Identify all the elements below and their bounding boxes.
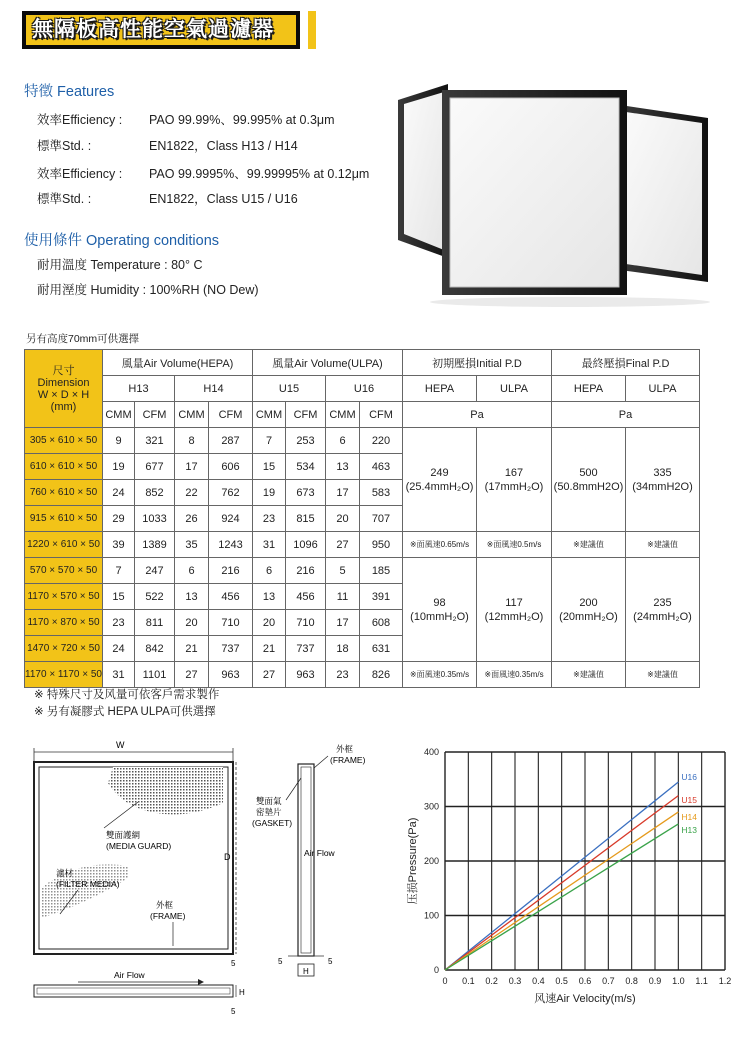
volume-cell: 5 [326, 558, 360, 584]
volume-cell: 216 [209, 558, 253, 584]
final-ulpa-pd-mmh2o: (24mmH₂O) [633, 610, 692, 623]
y-tick-label: 0 [433, 965, 439, 975]
class-u15: U15 [253, 376, 326, 402]
class-u16: U16 [326, 376, 403, 402]
spec-table [24, 349, 700, 688]
series-label-u15: U15 [681, 795, 697, 805]
x-tick-label: 0.3 [508, 976, 522, 986]
dimension-header-unit: (mm) [50, 400, 77, 413]
x-tick-label: 1.1 [695, 976, 708, 986]
feature-value: EN1822，Class U15 / U16 [149, 192, 298, 206]
feature-row [37, 110, 335, 128]
x-tick-label: 0.5 [555, 976, 568, 986]
dimension-header-wdh: W × D × H [37, 388, 90, 401]
feature-label: 效率Efficiency : [37, 113, 123, 127]
pd-note: ※面風速0.35m/s [477, 662, 552, 688]
feature-row [37, 136, 298, 154]
unit-cmm: CMM [253, 402, 286, 428]
gasket-label-zh-1: 雙面氣 [256, 796, 282, 806]
w-label: W [116, 740, 125, 750]
ulpa-volume-header: 風量Air Volume(ULPA) [253, 350, 403, 376]
y-tick-label: 200 [423, 856, 439, 866]
final-ulpa-pd [626, 558, 700, 662]
gasket-label-zh-2: 密墊片 [256, 807, 282, 817]
table-row [25, 558, 700, 584]
dim-5-label: 5 [231, 1007, 236, 1016]
final-hepa-pd-value: 500 [579, 466, 598, 479]
initial-pd-unit: Pa [403, 402, 552, 428]
volume-cell: 950 [360, 532, 403, 558]
volume-cell: 583 [360, 480, 403, 506]
volume-cell: 707 [360, 506, 403, 532]
volume-cell: 924 [209, 506, 253, 532]
volume-cell: 29 [103, 506, 135, 532]
table-row [25, 532, 700, 558]
volume-cell: 7 [103, 558, 135, 584]
volume-cell: 842 [135, 636, 175, 662]
x-axis-label: 风速Air Velocity(m/s) [534, 993, 636, 1005]
initial-hepa-pd [403, 428, 477, 532]
final-ulpa-pd-mmh2o: (34mmH2O) [632, 480, 693, 493]
table-row [25, 662, 700, 688]
dimension-cell: 1170 × 870 × 50 [25, 610, 103, 636]
volume-cell: 963 [209, 662, 253, 688]
volume-cell: 287 [209, 428, 253, 454]
volume-cell: 391 [360, 584, 403, 610]
volume-cell: 253 [286, 428, 326, 454]
volume-cell: 13 [326, 454, 360, 480]
volume-cell: 35 [175, 532, 209, 558]
x-tick-label: 0.2 [485, 976, 498, 986]
dimension-header [25, 350, 103, 428]
table-body [25, 428, 700, 688]
dimension-cell: 1170 × 1170 × 50 [25, 662, 103, 688]
pd-note: ※面風速0.5m/s [477, 532, 552, 558]
x-tick-label: 0.4 [532, 976, 545, 986]
feature-label: 標準Std. : [37, 139, 92, 153]
dimension-cell: 1170 × 570 × 50 [25, 584, 103, 610]
unit-cmm: CMM [103, 402, 135, 428]
pd-note: ※建議值 [626, 532, 700, 558]
x-tick-label: 0 [442, 976, 448, 986]
air-flow-side-label: Air Flow [304, 848, 335, 858]
initial-ulpa-pd-value: 117 [505, 596, 523, 609]
dimension-header-zh: 尺寸 [52, 364, 75, 377]
feature-label: 標準Std. : [37, 192, 92, 206]
volume-cell: 247 [135, 558, 175, 584]
volume-cell: 13 [253, 584, 286, 610]
temperature-spec: 耐用溫度 Temperature : 80° C [37, 258, 203, 272]
x-tick-label: 0.7 [602, 976, 615, 986]
volume-cell: 24 [103, 636, 135, 662]
volume-cell: 1389 [135, 532, 175, 558]
series-label-h14: H14 [681, 812, 697, 822]
volume-cell: 8 [175, 428, 209, 454]
media-guard-hatch [108, 767, 223, 814]
initial-hepa-pd-value: 98 [433, 596, 446, 609]
pd-note: ※面風速0.35m/s [403, 662, 477, 688]
volume-cell: 677 [135, 454, 175, 480]
volume-cell: 17 [326, 480, 360, 506]
volume-cell: 20 [253, 610, 286, 636]
initial-ulpa-pd-mmh2o: (17mmH₂O) [484, 480, 544, 493]
volume-cell: 737 [209, 636, 253, 662]
volume-cell: 6 [326, 428, 360, 454]
dimension-cell: 570 × 570 × 50 [25, 558, 103, 584]
dimension-cell: 1220 × 610 × 50 [25, 532, 103, 558]
final-hepa-pd-mmh2o: (20mmH₂O) [559, 610, 618, 623]
volume-cell: 220 [360, 428, 403, 454]
volume-cell: 13 [175, 584, 209, 610]
media-guard-label-zh: 雙面護網 [106, 830, 141, 840]
volume-cell: 23 [326, 662, 360, 688]
unit-cmm: CMM [175, 402, 209, 428]
x-tick-label: 0.9 [648, 976, 662, 986]
initial-hepa-pd [403, 558, 477, 662]
volume-cell: 22 [175, 480, 209, 506]
volume-cell: 463 [360, 454, 403, 480]
final-hepa-pd-value: 200 [579, 596, 598, 609]
initial-pd-hepa: HEPA [403, 376, 477, 402]
volume-cell: 31 [253, 532, 286, 558]
volume-cell: 27 [326, 532, 360, 558]
volume-cell: 522 [135, 584, 175, 610]
feature-value: PAO 99.99%、99.995% at 0.3μm [149, 113, 335, 127]
initial-ulpa-pd-mmh2o: (12mmH₂O) [484, 610, 544, 623]
volume-cell: 321 [135, 428, 175, 454]
volume-cell: 6 [175, 558, 209, 584]
x-tick-label: 0.1 [462, 976, 475, 986]
initial-hepa-pd-mmh2o: (10mmH₂O) [410, 610, 469, 623]
dimension-cell: 1470 × 720 × 50 [25, 636, 103, 662]
pressure-chart [400, 740, 740, 1030]
x-tick-label: 1.2 [718, 976, 732, 986]
features-heading: 特徵 Features [24, 84, 115, 100]
final-ulpa-pd-value: 235 [653, 596, 672, 609]
air-flow-label: Air Flow [114, 970, 145, 980]
frame-top-label-zh: 外框 [336, 744, 354, 754]
filter-media-label-zh: 濾材 [56, 868, 74, 878]
initial-ulpa-pd [477, 558, 552, 662]
volume-cell: 7 [253, 428, 286, 454]
page-title: 無隔板高性能空氣過濾器 [32, 18, 274, 41]
volume-cell: 1243 [209, 532, 253, 558]
initial-pd-header: 初期壓損Initial P.D [403, 350, 552, 376]
volume-cell: 185 [360, 558, 403, 584]
unit-cfm: CFM [209, 402, 253, 428]
volume-cell: 826 [360, 662, 403, 688]
volume-cell: 216 [286, 558, 326, 584]
table-row [25, 428, 700, 454]
dim-5-label: 5 [328, 957, 333, 966]
unit-cmm: CMM [326, 402, 360, 428]
y-axis-label: 压损Pressure(Pa) [407, 817, 419, 905]
final-pd-header: 最終壓損Final P.D [552, 350, 700, 376]
table-caption: 另有高度70mm可供選擇 [26, 333, 140, 345]
final-pd-ulpa: ULPA [626, 376, 700, 402]
media-guard-label-en: (MEDIA GUARD) [106, 841, 172, 851]
volume-cell: 9 [103, 428, 135, 454]
volume-cell: 1096 [286, 532, 326, 558]
series-label-h13: H13 [681, 825, 697, 835]
conditions-heading: 使用條件 Operating conditions [24, 233, 220, 249]
volume-cell: 19 [253, 480, 286, 506]
volume-cell: 456 [286, 584, 326, 610]
volume-cell: 762 [209, 480, 253, 506]
filter-media-hatch [41, 864, 128, 918]
dimension-cell: 305 × 610 × 50 [25, 428, 103, 454]
volume-cell: 21 [253, 636, 286, 662]
volume-cell: 20 [175, 610, 209, 636]
frame-top-label-en: (FRAME) [330, 755, 366, 765]
initial-ulpa-pd-value: 167 [504, 466, 524, 479]
volume-cell: 631 [360, 636, 403, 662]
h-label: H [239, 988, 245, 997]
final-hepa-pd [552, 428, 626, 532]
footnote: ※ 特殊尺寸及风量可依客戶需求製作 [34, 689, 220, 701]
volume-cell: 20 [326, 506, 360, 532]
volume-cell: 31 [103, 662, 135, 688]
pd-note: ※建議值 [626, 662, 700, 688]
feature-row [37, 189, 298, 207]
unit-cfm: CFM [135, 402, 175, 428]
feature-value: PAO 99.9995%、99.99995% at 0.12μm [149, 167, 370, 181]
x-tick-label: 0.8 [625, 976, 638, 986]
initial-pd-ulpa: ULPA [477, 376, 552, 402]
final-ulpa-pd [626, 428, 700, 532]
unit-cfm: CFM [286, 402, 326, 428]
volume-cell: 27 [175, 662, 209, 688]
gasket-label-en: (GASKET) [252, 818, 293, 828]
x-tick-label: 1.0 [672, 976, 685, 986]
final-hepa-pd-mmh2o: (50.8mmH2O) [553, 480, 624, 493]
volume-cell: 815 [286, 506, 326, 532]
volume-cell: 456 [209, 584, 253, 610]
initial-ulpa-pd [477, 428, 552, 532]
pd-note: ※面風速0.65m/s [403, 532, 477, 558]
class-h13: H13 [103, 376, 175, 402]
final-pd-hepa: HEPA [552, 376, 626, 402]
volume-cell: 6 [253, 558, 286, 584]
y-tick-label: 300 [423, 801, 439, 812]
dimension-cell: 760 × 610 × 50 [25, 480, 103, 506]
volume-cell: 39 [103, 532, 135, 558]
h-label: H [303, 967, 309, 976]
footnote: ※ 另有凝膠式 HEPA ULPA可供選擇 [34, 706, 216, 718]
filter-media-label-en: (FILTER MEDIA) [56, 879, 120, 889]
volume-cell: 737 [286, 636, 326, 662]
class-h14: H14 [175, 376, 253, 402]
initial-hepa-pd-mmh2o: (25.4mmH₂O) [405, 480, 474, 493]
volume-cell: 24 [103, 480, 135, 506]
final-ulpa-pd-value: 335 [653, 466, 672, 479]
volume-cell: 1101 [135, 662, 175, 688]
x-tick-label: 0.6 [578, 976, 592, 986]
y-tick-label: 400 [423, 747, 439, 757]
dim-5-label: 5 [231, 959, 236, 968]
humidity-spec: 耐用溼度 Humidity : 100%RH (NO Dew) [37, 283, 259, 297]
frame-label-zh: 外框 [156, 900, 174, 910]
final-pd-unit: Pa [552, 402, 700, 428]
volume-cell: 17 [326, 610, 360, 636]
feature-label: 效率Efficiency : [37, 167, 123, 181]
dimension-header-en: Dimension [37, 376, 90, 389]
dim-5-label: 5 [278, 957, 283, 966]
volume-cell: 1033 [135, 506, 175, 532]
volume-cell: 710 [286, 610, 326, 636]
volume-cell: 963 [286, 662, 326, 688]
initial-hepa-pd-value: 249 [430, 466, 449, 479]
feature-row [37, 164, 369, 182]
volume-cell: 23 [103, 610, 135, 636]
volume-cell: 21 [175, 636, 209, 662]
volume-cell: 23 [253, 506, 286, 532]
volume-cell: 11 [326, 584, 360, 610]
unit-cfm: CFM [360, 402, 403, 428]
volume-cell: 18 [326, 636, 360, 662]
structure-diagram [18, 738, 398, 1028]
product-photo [390, 70, 735, 310]
series-label-u16: U16 [681, 772, 697, 782]
final-hepa-pd [552, 558, 626, 662]
d-label: D [224, 852, 231, 862]
volume-cell: 15 [103, 584, 135, 610]
volume-cell: 27 [253, 662, 286, 688]
volume-cell: 26 [175, 506, 209, 532]
volume-cell: 534 [286, 454, 326, 480]
volume-cell: 710 [209, 610, 253, 636]
volume-cell: 608 [360, 610, 403, 636]
dimension-cell: 610 × 610 × 50 [25, 454, 103, 480]
volume-cell: 17 [175, 454, 209, 480]
volume-cell: 673 [286, 480, 326, 506]
dimension-cell: 915 × 610 × 50 [25, 506, 103, 532]
volume-cell: 852 [135, 480, 175, 506]
volume-cell: 811 [135, 610, 175, 636]
frame-label-en: (FRAME) [150, 911, 186, 921]
feature-value: EN1822，Class H13 / H14 [149, 139, 298, 153]
volume-cell: 19 [103, 454, 135, 480]
pd-note: ※建議值 [552, 662, 626, 688]
y-tick-label: 100 [423, 910, 439, 921]
volume-cell: 606 [209, 454, 253, 480]
title-accent-bar [308, 11, 316, 49]
volume-cell: 15 [253, 454, 286, 480]
pd-note: ※建議值 [552, 532, 626, 558]
hepa-volume-header: 風量Air Volume(HEPA) [103, 350, 253, 376]
